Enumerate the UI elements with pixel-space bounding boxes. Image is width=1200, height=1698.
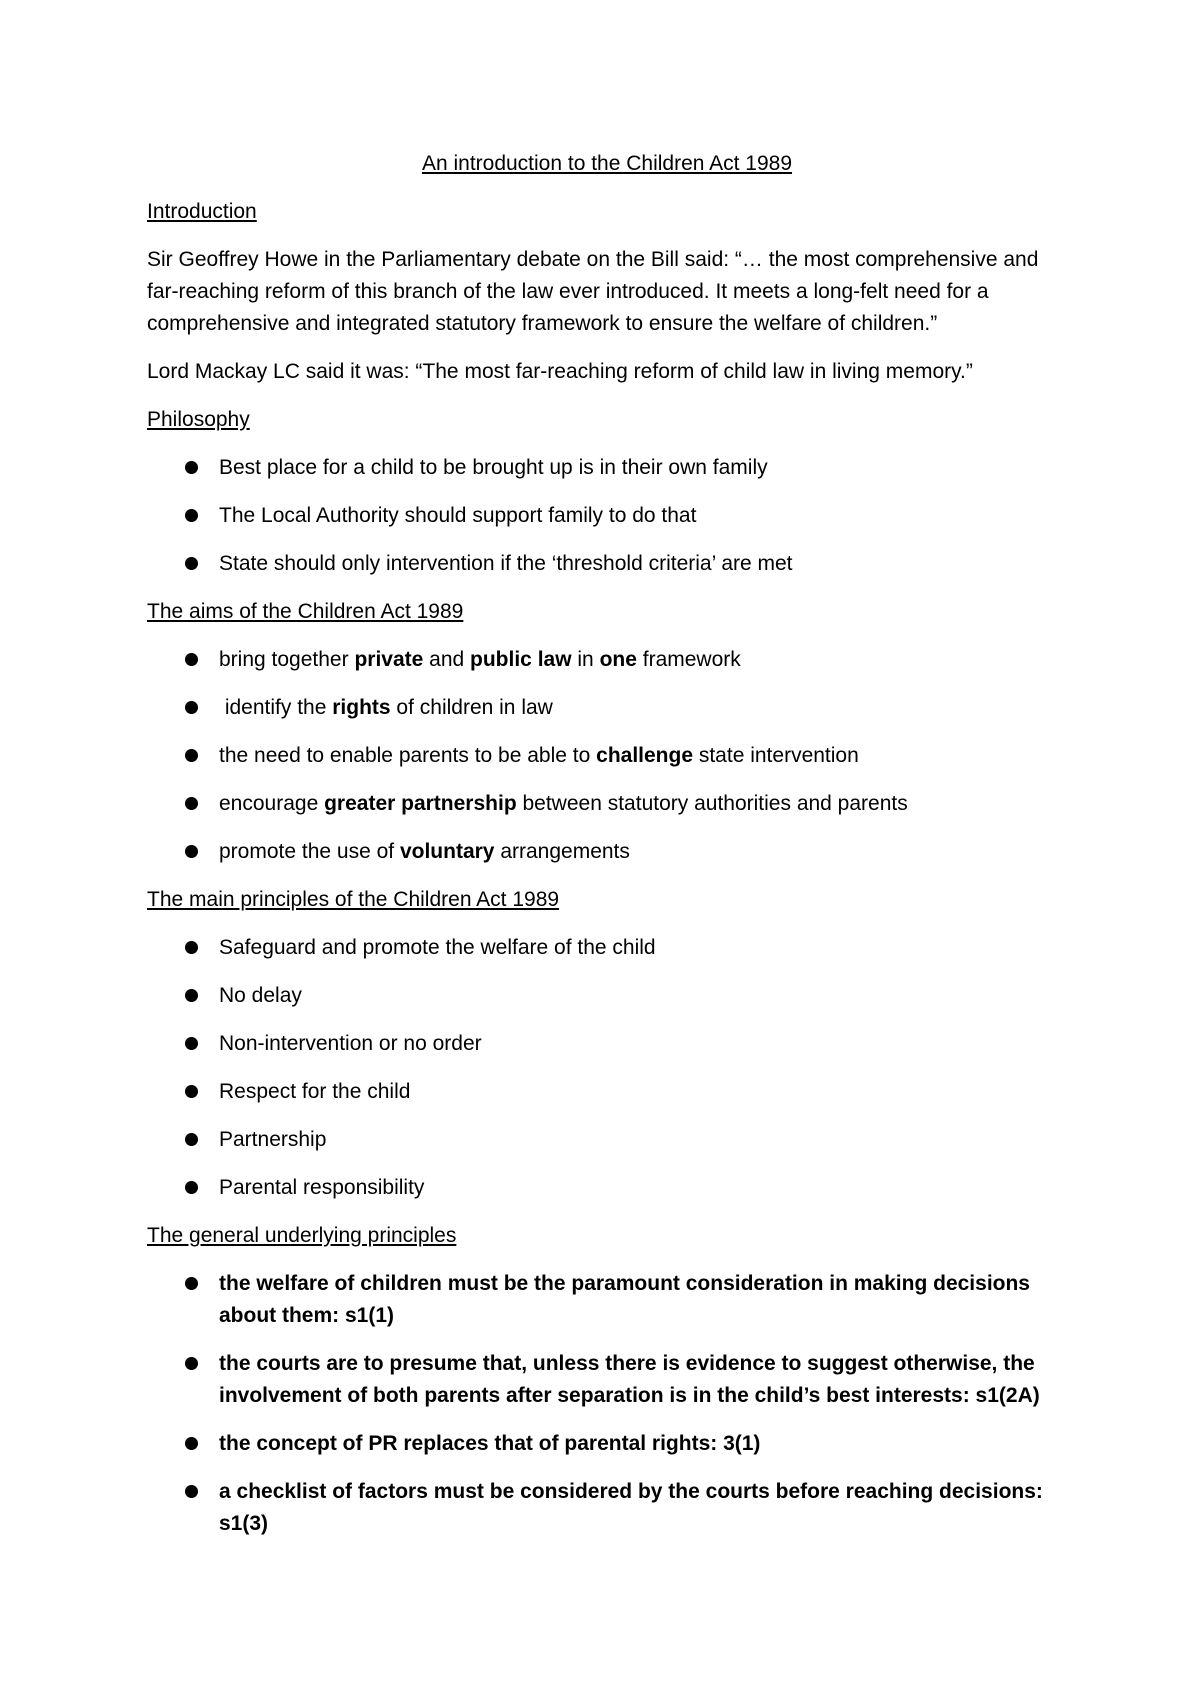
bullet-icon (185, 1181, 198, 1194)
bullet-icon (185, 701, 198, 714)
philosophy-heading: Philosophy (147, 408, 250, 431)
bullet-icon (185, 1037, 198, 1050)
bullet-icon (185, 509, 198, 522)
bullet-icon (185, 1133, 198, 1146)
text-run: encourage (219, 792, 325, 815)
list-item-text: The Local Authority should support family to do that (219, 504, 697, 527)
emphasis-run: public law (470, 648, 572, 671)
text-run: between statutory authorities and parents (516, 792, 908, 815)
general-principles-list (147, 1268, 1067, 1540)
emphasis-run: private (354, 648, 424, 671)
emphasis-run: challenge (596, 744, 694, 767)
aims-heading: The aims of the Children Act 1989 (147, 600, 464, 623)
bullet-icon (185, 845, 198, 858)
list-item-text: Partnership (219, 1128, 327, 1151)
list-item (147, 1124, 1067, 1156)
list-item (147, 980, 1067, 1012)
bullet-icon (185, 749, 198, 762)
list-item (147, 644, 1067, 676)
emphasis-run: one (599, 648, 637, 671)
list-item-text: Non-intervention or no order (219, 1032, 482, 1055)
main-principles-list (147, 932, 1067, 1204)
howe-quote-paragraph: Sir Geoffrey Howe in the Parliamentary debate on the Bill said: “… the most comprehensive and far-reaching reform of this branch of the law ever introduced. It meets a long-felt need for a comprehensive and integrated statutory framework to ensure the welfare of children.” (147, 248, 1039, 335)
list-item-text: the courts are to presume that, unless there is evidence to suggest otherwise, the involvement of both parents after separation is in the child’s best interests: s1(2A) (219, 1352, 1040, 1407)
list-item-text: No delay (219, 984, 302, 1007)
page-title: An introduction to the Children Act 1989 (421, 152, 793, 175)
text-run: bring together (219, 648, 355, 671)
bullet-icon (185, 989, 198, 1002)
list-item-text: Respect for the child (219, 1080, 411, 1103)
text-run: in (571, 648, 600, 671)
list-item (147, 1428, 1067, 1460)
bullet-icon (185, 1437, 198, 1450)
list-item (147, 836, 1067, 868)
bullet-icon (185, 797, 198, 810)
bullet-icon (185, 1085, 198, 1098)
introduction-heading: Introduction (147, 200, 257, 223)
bullet-icon (185, 557, 198, 570)
philosophy-list (147, 452, 1067, 580)
list-item (147, 740, 1067, 772)
list-item (147, 692, 1067, 724)
list-item-text: Safeguard and promote the welfare of the child (219, 936, 656, 959)
list-item (147, 932, 1067, 964)
text-run: arrangements (494, 840, 630, 863)
emphasis-run: voluntary (399, 840, 495, 863)
text-run: promote the use of (219, 840, 400, 863)
list-item (147, 452, 1067, 484)
bullet-icon (185, 1357, 198, 1370)
main-principles-heading: The main principles of the Children Act 1989 (147, 888, 560, 911)
list-item (147, 788, 1067, 820)
list-item-text: State should only intervention if the ‘threshold criteria’ are met (219, 552, 793, 575)
list-item-text: Best place for a child to be brought up is in their own family (219, 456, 768, 479)
text-run: the need to enable parents to be able to (219, 744, 597, 767)
list-item-text: a checklist of factors must be considered by the courts before reaching decisions: s1(3) (219, 1480, 1043, 1535)
general-principles-heading: The general underlying principles (147, 1224, 457, 1247)
text-run: framework (636, 648, 741, 671)
bullet-icon (185, 1277, 198, 1290)
list-item (147, 500, 1067, 532)
list-item (147, 1076, 1067, 1108)
document-body (147, 148, 1067, 1556)
text-run: and (423, 648, 471, 671)
list-item (147, 1028, 1067, 1060)
text-run: of children in law (390, 696, 553, 719)
list-item (147, 1268, 1067, 1332)
list-item (147, 1172, 1067, 1204)
bullet-icon (185, 941, 198, 954)
text-run: identify the (219, 696, 333, 719)
mackay-quote-paragraph: Lord Mackay LC said it was: “The most far-reaching reform of child law in living memory.” (147, 360, 973, 383)
bullet-icon (185, 461, 198, 474)
list-item (147, 548, 1067, 580)
list-item (147, 1476, 1067, 1540)
list-item-text: the concept of PR replaces that of parental rights: 3(1) (219, 1432, 761, 1455)
emphasis-run: rights (332, 696, 391, 719)
bullet-icon (185, 1485, 198, 1498)
bullet-icon (185, 653, 198, 666)
aims-list (147, 644, 1067, 868)
list-item-text: Parental responsibility (219, 1176, 425, 1199)
list-item (147, 1348, 1067, 1412)
list-item-text: the welfare of children must be the paramount consideration in making decisions about them: s1(1) (219, 1272, 1030, 1327)
emphasis-run: greater partnership (324, 792, 517, 815)
text-run: state intervention (693, 744, 859, 767)
